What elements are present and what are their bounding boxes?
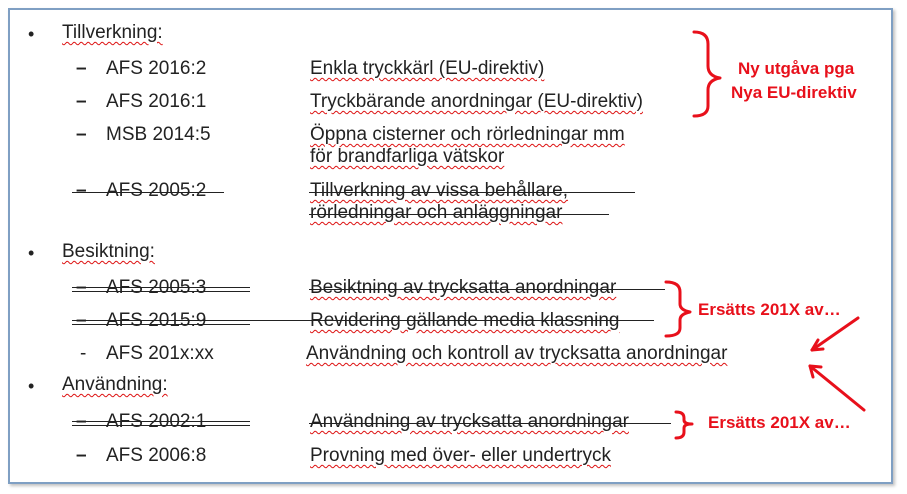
annotation-ny-utgava-2: Nya EU-direktiv xyxy=(731,83,857,102)
desc-anvandning-och-kontroll: Användning och kontroll av trycksatta anordningar xyxy=(306,343,728,364)
bullet-tillverkning: • xyxy=(28,24,35,44)
dash: – xyxy=(76,411,87,432)
dash: – xyxy=(76,124,87,145)
bullet-anvandning: • xyxy=(28,376,35,396)
code-afs-2002-1: AFS 2002:1 xyxy=(106,411,207,432)
arrow-line xyxy=(810,366,864,410)
dash: – xyxy=(76,277,87,298)
heading-tillverkning: Tillverkning: xyxy=(62,22,163,43)
brace-bracket xyxy=(666,282,690,336)
annotation-ersatts-1: Ersätts 201X av… xyxy=(698,300,841,319)
desc-anvandning-trycksatta: Användning av trycksatta anordningar xyxy=(310,411,629,432)
code-msb-2014-5: MSB 2014:5 xyxy=(106,124,211,145)
desc-oppna-cisterner-1: Öppna cisterner och rörledningar mm xyxy=(310,124,625,145)
desc-besiktning-trycksatta: Besiktning av trycksatta anordningar xyxy=(310,277,617,298)
dash: – xyxy=(76,180,87,201)
dash: – xyxy=(76,91,87,112)
dash: – xyxy=(76,445,87,466)
arrow-line xyxy=(812,318,858,350)
code-afs-2016-2: AFS 2016:2 xyxy=(106,58,207,79)
desc-tryckbarande: Tryckbärande anordningar (EU-direktiv) xyxy=(310,91,643,112)
desc-oppna-cisterner-2: för brandfarliga vätskor xyxy=(310,146,505,167)
brace-bracket xyxy=(676,412,692,438)
heading-anvandning: Användning: xyxy=(62,374,168,395)
dash: – xyxy=(76,58,87,79)
code-afs-2016-1: AFS 2016:1 xyxy=(106,91,207,112)
bullet-besiktning: • xyxy=(28,243,35,263)
hyphen: - xyxy=(80,343,87,364)
code-afs-201x-xx: AFS 201x:xx xyxy=(106,343,214,364)
desc-tillverkning-vissa-2: rörledningar och anläggningar xyxy=(310,202,563,223)
code-afs-2005-3: AFS 2005:3 xyxy=(106,277,207,298)
desc-tillverkning-vissa-1: Tillverkning av vissa behållare, xyxy=(310,180,569,201)
brace-bracket xyxy=(694,32,720,116)
code-afs-2006-8: AFS 2006:8 xyxy=(106,445,207,466)
annotation-ny-utgava-1: Ny utgåva pga xyxy=(738,59,855,78)
desc-provning: Provning med över- eller undertryck xyxy=(310,445,611,466)
code-afs-2015-9: AFS 2015:9 xyxy=(106,310,207,331)
annotation-ersatts-2: Ersätts 201X av… xyxy=(708,413,851,432)
desc-enkla-tryckkarl: Enkla tryckkärl (EU-direktiv) xyxy=(310,58,545,79)
desc-revidering: Revidering gällande media klassning xyxy=(310,310,620,331)
heading-besiktning: Besiktning: xyxy=(62,241,155,262)
code-afs-2005-2: AFS 2005:2 xyxy=(106,180,207,201)
dash: – xyxy=(76,310,87,331)
